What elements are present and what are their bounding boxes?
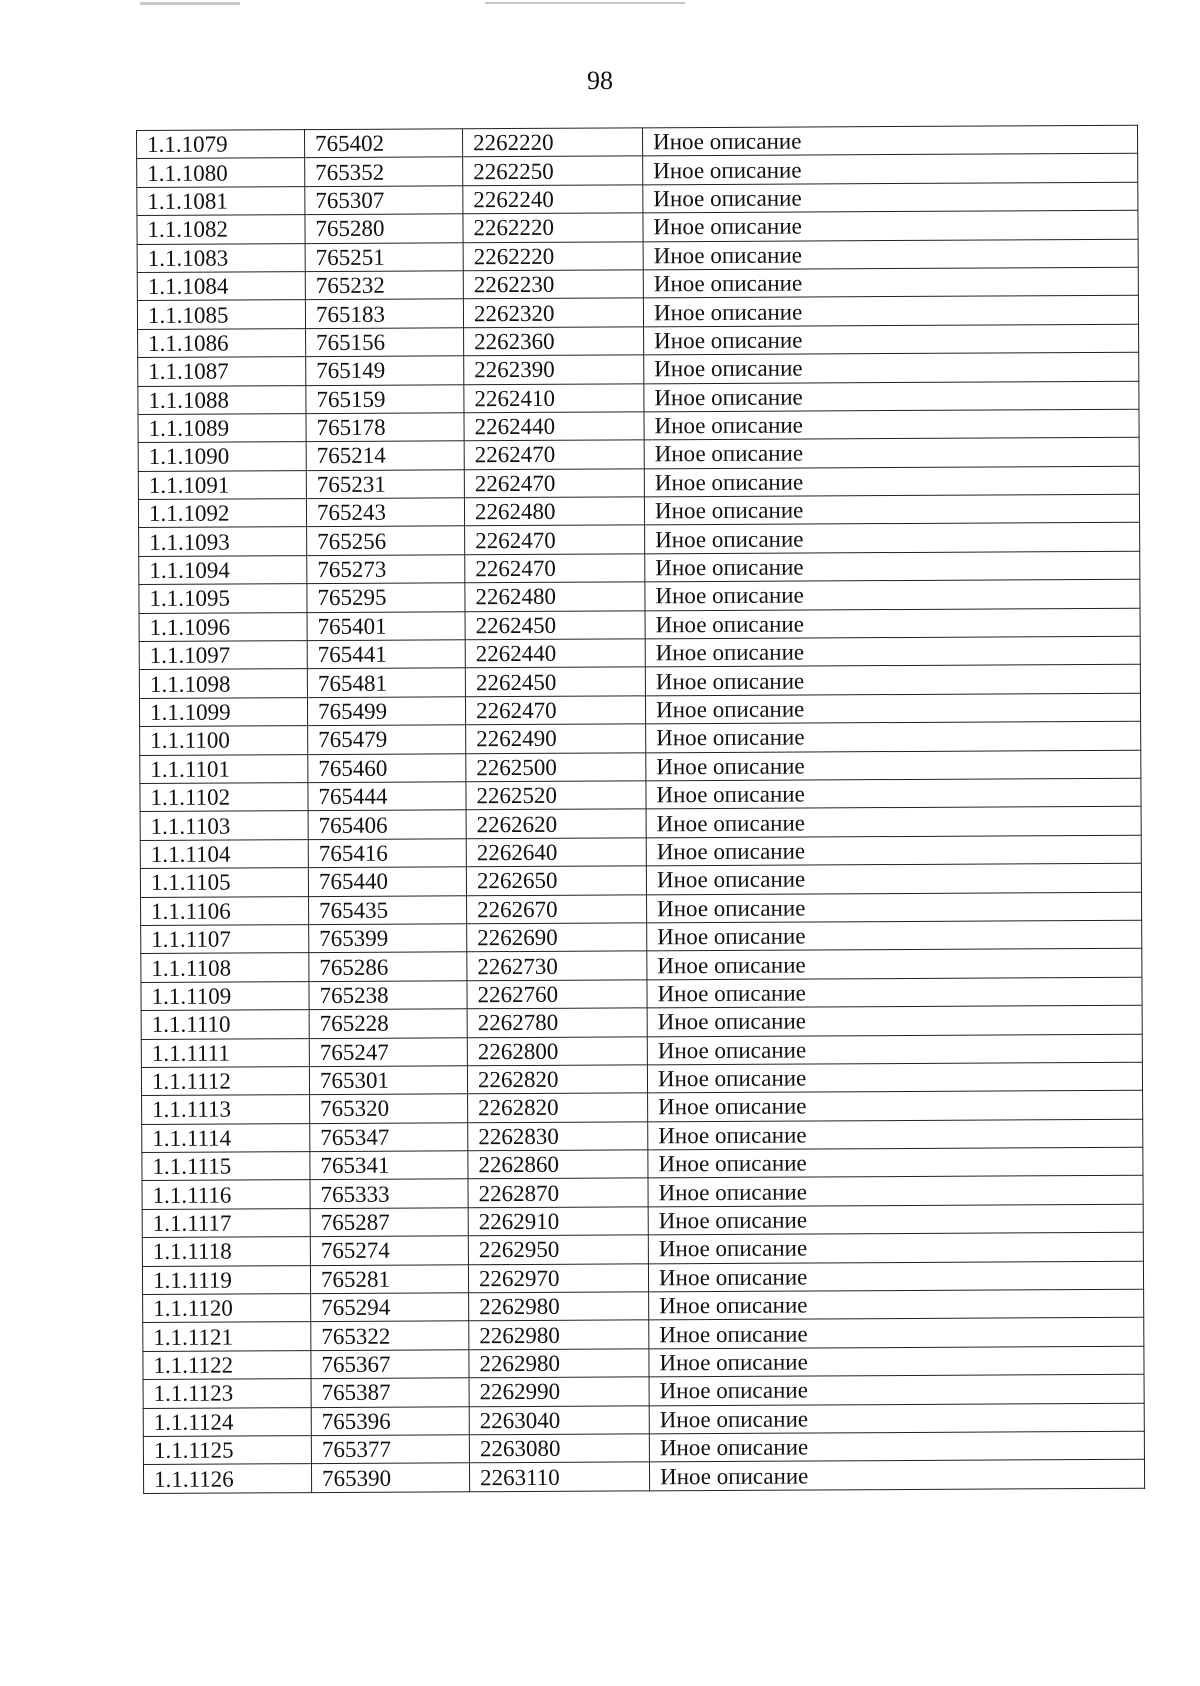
y-coordinate-cell: 2262480 bbox=[464, 497, 644, 526]
x-coordinate-cell: 765214 bbox=[306, 441, 464, 470]
point-id-cell: 1.1.1124 bbox=[143, 1407, 311, 1436]
description-cell: Иное описание bbox=[643, 154, 1138, 185]
x-coordinate-cell: 765333 bbox=[310, 1179, 468, 1208]
description-cell: Иное описание bbox=[643, 296, 1138, 327]
point-id-cell: 1.1.1111 bbox=[141, 1038, 309, 1067]
y-coordinate-cell: 2262250 bbox=[463, 156, 643, 185]
table-row bbox=[143, 1460, 1144, 1494]
x-coordinate-cell: 765399 bbox=[309, 924, 467, 953]
x-coordinate-cell: 765481 bbox=[307, 668, 465, 697]
point-id-cell: 1.1.1125 bbox=[143, 1436, 311, 1465]
y-coordinate-cell: 2262230 bbox=[463, 270, 643, 299]
description-cell: Иное описание bbox=[644, 381, 1139, 412]
x-coordinate-cell: 765499 bbox=[307, 697, 465, 726]
description-cell: Иное описание bbox=[647, 892, 1142, 923]
y-coordinate-cell: 2262980 bbox=[469, 1320, 649, 1349]
x-coordinate-cell: 765444 bbox=[308, 782, 466, 811]
description-cell: Иное описание bbox=[648, 1119, 1143, 1150]
description-cell: Иное описание bbox=[646, 807, 1141, 838]
description-cell: Иное описание bbox=[647, 949, 1142, 980]
x-coordinate-cell: 765390 bbox=[311, 1463, 469, 1492]
description-cell: Иное описание bbox=[648, 1091, 1143, 1122]
point-id-cell: 1.1.1115 bbox=[142, 1152, 310, 1181]
description-cell: Иное описание bbox=[645, 608, 1140, 639]
description-cell: Иное описание bbox=[649, 1346, 1144, 1377]
y-coordinate-cell: 2262860 bbox=[468, 1150, 648, 1179]
point-id-cell: 1.1.1122 bbox=[143, 1350, 311, 1379]
x-coordinate-cell: 765307 bbox=[305, 186, 463, 215]
description-cell: Иное описание bbox=[648, 1176, 1143, 1207]
y-coordinate-cell: 2262620 bbox=[466, 809, 646, 838]
coordinates-table bbox=[136, 125, 1145, 1494]
y-coordinate-cell: 2262450 bbox=[465, 667, 645, 696]
point-id-cell: 1.1.1084 bbox=[137, 272, 305, 301]
x-coordinate-cell: 765243 bbox=[306, 498, 464, 527]
point-id-cell: 1.1.1116 bbox=[142, 1180, 310, 1209]
x-coordinate-cell: 765281 bbox=[310, 1264, 468, 1293]
y-coordinate-cell: 2262730 bbox=[467, 951, 647, 980]
y-coordinate-cell: 2262910 bbox=[468, 1207, 648, 1236]
x-coordinate-cell: 765251 bbox=[305, 242, 463, 271]
x-coordinate-cell: 765352 bbox=[305, 157, 463, 186]
description-cell: Иное описание bbox=[649, 1289, 1144, 1320]
point-id-cell: 1.1.1091 bbox=[138, 470, 306, 499]
x-coordinate-cell: 765183 bbox=[305, 299, 463, 328]
description-cell: Иное описание bbox=[645, 523, 1140, 554]
y-coordinate-cell: 2263110 bbox=[469, 1462, 649, 1491]
point-id-cell: 1.1.1108 bbox=[141, 953, 309, 982]
x-coordinate-cell: 765238 bbox=[309, 980, 467, 1009]
y-coordinate-cell: 2262490 bbox=[466, 724, 646, 753]
x-coordinate-cell: 765295 bbox=[307, 583, 465, 612]
y-coordinate-cell: 2262820 bbox=[467, 1065, 647, 1094]
description-cell: Иное описание bbox=[643, 267, 1138, 298]
x-coordinate-cell: 765402 bbox=[305, 129, 463, 158]
y-coordinate-cell: 2263040 bbox=[469, 1405, 649, 1434]
x-coordinate-cell: 765441 bbox=[307, 640, 465, 669]
x-coordinate-cell: 765440 bbox=[308, 867, 466, 896]
point-id-cell: 1.1.1106 bbox=[141, 896, 309, 925]
x-coordinate-cell: 765341 bbox=[310, 1151, 468, 1180]
y-coordinate-cell: 2262320 bbox=[463, 298, 643, 327]
point-id-cell: 1.1.1083 bbox=[137, 243, 305, 272]
description-cell: Иное описание bbox=[648, 1204, 1143, 1235]
description-cell: Иное описание bbox=[649, 1403, 1144, 1434]
description-cell: Иное описание bbox=[648, 1147, 1143, 1178]
point-id-cell: 1.1.1097 bbox=[139, 641, 307, 670]
x-coordinate-cell: 765228 bbox=[309, 1009, 467, 1038]
point-id-cell: 1.1.1113 bbox=[142, 1095, 310, 1124]
y-coordinate-cell: 2262470 bbox=[464, 469, 644, 498]
y-coordinate-cell: 2262820 bbox=[468, 1093, 648, 1122]
y-coordinate-cell: 2262440 bbox=[464, 412, 644, 441]
y-coordinate-cell: 2262520 bbox=[466, 781, 646, 810]
x-coordinate-cell: 765159 bbox=[306, 384, 464, 413]
y-coordinate-cell: 2262220 bbox=[463, 213, 643, 242]
point-id-cell: 1.1.1098 bbox=[139, 669, 307, 698]
point-id-cell: 1.1.1080 bbox=[137, 158, 305, 187]
x-coordinate-cell: 765178 bbox=[306, 413, 464, 442]
point-id-cell: 1.1.1123 bbox=[143, 1379, 311, 1408]
y-coordinate-cell: 2262800 bbox=[467, 1036, 647, 1065]
y-coordinate-cell: 2262980 bbox=[469, 1292, 649, 1321]
point-id-cell: 1.1.1107 bbox=[141, 925, 309, 954]
x-coordinate-cell: 765460 bbox=[308, 753, 466, 782]
y-coordinate-cell: 2262830 bbox=[468, 1122, 648, 1151]
point-id-cell: 1.1.1126 bbox=[143, 1464, 311, 1493]
description-cell: Иное описание bbox=[646, 750, 1141, 781]
x-coordinate-cell: 765367 bbox=[311, 1350, 469, 1379]
x-coordinate-cell: 765377 bbox=[311, 1435, 469, 1464]
x-coordinate-cell: 765247 bbox=[309, 1037, 467, 1066]
description-cell: Иное описание bbox=[647, 1062, 1142, 1093]
description-cell: Иное описание bbox=[643, 182, 1138, 213]
description-cell: Иное описание bbox=[644, 466, 1139, 497]
description-cell: Иное описание bbox=[646, 863, 1141, 894]
point-id-cell: 1.1.1103 bbox=[140, 811, 308, 840]
x-coordinate-cell: 765156 bbox=[306, 328, 464, 357]
point-id-cell: 1.1.1087 bbox=[138, 357, 306, 386]
point-id-cell: 1.1.1102 bbox=[140, 783, 308, 812]
point-id-cell: 1.1.1110 bbox=[141, 1010, 309, 1039]
x-coordinate-cell: 765256 bbox=[307, 526, 465, 555]
point-id-cell: 1.1.1118 bbox=[142, 1237, 310, 1266]
x-coordinate-cell: 765435 bbox=[309, 895, 467, 924]
y-coordinate-cell: 2262780 bbox=[467, 1008, 647, 1037]
x-coordinate-cell: 765322 bbox=[311, 1321, 469, 1350]
y-coordinate-cell: 2263080 bbox=[469, 1434, 649, 1463]
scan-artifact bbox=[485, 2, 685, 4]
y-coordinate-cell: 2262480 bbox=[465, 582, 645, 611]
point-id-cell: 1.1.1085 bbox=[137, 300, 305, 329]
x-coordinate-cell: 765301 bbox=[309, 1066, 467, 1095]
coordinates-table-body bbox=[137, 125, 1145, 1493]
description-cell: Иное описание bbox=[647, 920, 1142, 951]
x-coordinate-cell: 765287 bbox=[310, 1208, 468, 1237]
x-coordinate-cell: 765416 bbox=[308, 839, 466, 868]
point-id-cell: 1.1.1100 bbox=[140, 726, 308, 755]
x-coordinate-cell: 765274 bbox=[310, 1236, 468, 1265]
description-cell: Иное описание bbox=[644, 409, 1139, 440]
description-cell: Иное описание bbox=[648, 1261, 1143, 1292]
description-cell: Иное описание bbox=[647, 1005, 1142, 1036]
x-coordinate-cell: 765280 bbox=[305, 214, 463, 243]
y-coordinate-cell: 2262450 bbox=[465, 610, 645, 639]
point-id-cell: 1.1.1079 bbox=[137, 130, 305, 159]
point-id-cell: 1.1.1099 bbox=[139, 697, 307, 726]
description-cell: Иное описание bbox=[649, 1318, 1144, 1349]
y-coordinate-cell: 2262980 bbox=[469, 1349, 649, 1378]
description-cell: Иное описание bbox=[643, 210, 1138, 241]
description-cell: Иное описание bbox=[642, 125, 1137, 156]
point-id-cell: 1.1.1089 bbox=[138, 414, 306, 443]
x-coordinate-cell: 765396 bbox=[311, 1406, 469, 1435]
y-coordinate-cell: 2262240 bbox=[463, 185, 643, 214]
description-cell: Иное описание bbox=[645, 636, 1140, 667]
x-coordinate-cell: 765231 bbox=[306, 469, 464, 498]
description-cell: Иное описание bbox=[644, 438, 1139, 469]
y-coordinate-cell: 2262470 bbox=[465, 525, 645, 554]
point-id-cell: 1.1.1114 bbox=[142, 1123, 310, 1152]
point-id-cell: 1.1.1086 bbox=[138, 328, 306, 357]
description-cell: Иное описание bbox=[644, 352, 1139, 383]
x-coordinate-cell: 765294 bbox=[311, 1293, 469, 1322]
point-id-cell: 1.1.1101 bbox=[140, 754, 308, 783]
point-id-cell: 1.1.1120 bbox=[143, 1294, 311, 1323]
description-cell: Иное описание bbox=[645, 693, 1140, 724]
description-cell: Иное описание bbox=[645, 551, 1140, 582]
y-coordinate-cell: 2262670 bbox=[467, 894, 647, 923]
point-id-cell: 1.1.1081 bbox=[137, 186, 305, 215]
x-coordinate-cell: 765149 bbox=[306, 356, 464, 385]
y-coordinate-cell: 2262870 bbox=[468, 1178, 648, 1207]
point-id-cell: 1.1.1112 bbox=[141, 1066, 309, 1095]
y-coordinate-cell: 2262220 bbox=[463, 241, 643, 270]
description-cell: Иное описание bbox=[647, 1034, 1142, 1065]
description-cell: Иное описание bbox=[649, 1431, 1144, 1462]
x-coordinate-cell: 765286 bbox=[309, 952, 467, 981]
y-coordinate-cell: 2262470 bbox=[465, 554, 645, 583]
description-cell: Иное описание bbox=[644, 494, 1139, 525]
description-cell: Иное описание bbox=[649, 1460, 1144, 1491]
x-coordinate-cell: 765273 bbox=[307, 555, 465, 584]
description-cell: Иное описание bbox=[646, 778, 1141, 809]
description-cell: Иное описание bbox=[646, 835, 1141, 866]
y-coordinate-cell: 2262650 bbox=[466, 866, 646, 895]
point-id-cell: 1.1.1090 bbox=[138, 442, 306, 471]
y-coordinate-cell: 2262990 bbox=[469, 1377, 649, 1406]
point-id-cell: 1.1.1093 bbox=[139, 527, 307, 556]
x-coordinate-cell: 765387 bbox=[311, 1378, 469, 1407]
x-coordinate-cell: 765406 bbox=[308, 810, 466, 839]
description-cell: Иное описание bbox=[645, 579, 1140, 610]
x-coordinate-cell: 765479 bbox=[308, 725, 466, 754]
description-cell: Иное описание bbox=[644, 324, 1139, 355]
y-coordinate-cell: 2262470 bbox=[464, 440, 644, 469]
description-cell: Иное описание bbox=[645, 665, 1140, 696]
point-id-cell: 1.1.1105 bbox=[140, 868, 308, 897]
y-coordinate-cell: 2262950 bbox=[468, 1235, 648, 1264]
y-coordinate-cell: 2262440 bbox=[465, 639, 645, 668]
x-coordinate-cell: 765320 bbox=[310, 1094, 468, 1123]
x-coordinate-cell: 765401 bbox=[307, 611, 465, 640]
description-cell: Иное описание bbox=[649, 1374, 1144, 1405]
scan-artifact bbox=[140, 2, 240, 5]
point-id-cell: 1.1.1121 bbox=[143, 1322, 311, 1351]
point-id-cell: 1.1.1094 bbox=[139, 555, 307, 584]
y-coordinate-cell: 2262690 bbox=[467, 923, 647, 952]
point-id-cell: 1.1.1092 bbox=[138, 499, 306, 528]
point-id-cell: 1.1.1117 bbox=[142, 1208, 310, 1237]
description-cell: Иное описание bbox=[647, 977, 1142, 1008]
point-id-cell: 1.1.1109 bbox=[141, 981, 309, 1010]
point-id-cell: 1.1.1104 bbox=[140, 839, 308, 868]
description-cell: Иное описание bbox=[648, 1232, 1143, 1263]
x-coordinate-cell: 765347 bbox=[310, 1122, 468, 1151]
y-coordinate-cell: 2262760 bbox=[467, 980, 647, 1009]
point-id-cell: 1.1.1088 bbox=[138, 385, 306, 414]
y-coordinate-cell: 2262360 bbox=[464, 327, 644, 356]
point-id-cell: 1.1.1095 bbox=[139, 584, 307, 613]
y-coordinate-cell: 2262470 bbox=[465, 696, 645, 725]
y-coordinate-cell: 2262500 bbox=[466, 752, 646, 781]
x-coordinate-cell: 765232 bbox=[305, 271, 463, 300]
point-id-cell: 1.1.1082 bbox=[137, 215, 305, 244]
page-number: 98 bbox=[587, 66, 613, 95]
point-id-cell: 1.1.1096 bbox=[139, 612, 307, 641]
y-coordinate-cell: 2262640 bbox=[466, 838, 646, 867]
y-coordinate-cell: 2262970 bbox=[468, 1263, 648, 1292]
description-cell: Иное описание bbox=[646, 721, 1141, 752]
y-coordinate-cell: 2262220 bbox=[462, 128, 642, 157]
y-coordinate-cell: 2262410 bbox=[464, 383, 644, 412]
description-cell: Иное описание bbox=[643, 239, 1138, 270]
y-coordinate-cell: 2262390 bbox=[464, 355, 644, 384]
point-id-cell: 1.1.1119 bbox=[142, 1265, 310, 1294]
